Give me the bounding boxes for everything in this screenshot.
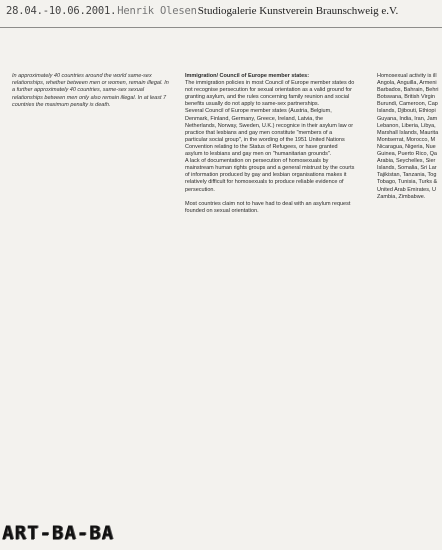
exhibition-dates: 28.04.-10.06.2001. xyxy=(6,5,117,17)
paragraph-1: The immigration policies in most Council of Europe member states do not recognise persecution for sexual orientation as a valid ground for granting asylum, and the rules concerning family reunion and social benefits usually do not apply to same-sex partnerships. xyxy=(185,80,355,108)
page-header xyxy=(6,5,442,27)
right-line: Montserrat, Morocco, M xyxy=(377,136,436,143)
right-line: Marshall Islands, Maurita xyxy=(377,129,439,136)
right-line: Arabia, Seychelles, Sier xyxy=(377,158,436,165)
paragraph-3: A lack of documentation on persecution of homosexuals by mainstream human rights groups and a general mistrust by the courts of information produced by gay and lesbian organisations makes it relatively difficult for homosexuals to produce reliable evidence of persecution. xyxy=(185,158,355,193)
right-line: Barbados, Bahrain, Behri xyxy=(377,87,439,94)
paragraph-4: Most countries claim not to have had to deal with an asylum request founded on sexual orientation. xyxy=(185,200,351,214)
header-divider xyxy=(0,27,442,28)
left-column xyxy=(12,73,172,109)
right-line: Tobago, Tunisia, Turks & xyxy=(377,179,438,186)
right-line: Homosexual activity is ill xyxy=(377,73,437,79)
right-line: Angola, Anguilla, Armeni xyxy=(377,80,437,87)
right-line: Nicaragua, Nigeria, Nue xyxy=(377,143,436,150)
right-line: Islands, Somalia, Sri Lar xyxy=(377,165,437,172)
section-title: Immigration/ Council of Europe member states: xyxy=(185,73,310,79)
right-line: United Arab Emirates, U xyxy=(377,186,436,193)
right-line: Guyana, India, Iran, Jam xyxy=(377,115,438,122)
middle-column xyxy=(185,73,355,215)
artist-name: Henrik Olesen xyxy=(117,5,197,17)
paragraph-2: Several Council of Europe member states (Austria, Belgium, Denmark, Finland, Germany, Greece, Ireland, Latvia, the Netherlands, Norway, Sweden, U.K.) recognice in their asylum law or practice that lesbians and gay men constitute "members of a particular social group", in the wording of the 1951 United Nations Convention relating to the Status of Refugees, or have granted asylum to lesbians and gay men on "humanitarian grounds". xyxy=(185,108,354,158)
venue-name: Studiogalerie Kunstverein Braunschweig e.V. xyxy=(197,5,399,17)
right-line: Guinea, Puerto Rico, Qa xyxy=(377,151,437,158)
right-column xyxy=(377,73,442,201)
right-line: Tajikistan, Tanzania, Tog xyxy=(377,172,437,179)
right-line: Burundi, Cameroon, Cap xyxy=(377,101,438,108)
right-line: Lebanon, Liberia, Libya, xyxy=(377,122,436,129)
left-column-text: In approximately 40 countries around the world same-sex relationships, whether between men or women, remain illegal. In a further approximately 40 countries, same-sex sexual relationships between men only also remain illegal. In at least 7 countries the maximum penalty is death. xyxy=(12,73,169,108)
right-line: Islands, Djibouti, Ethiopi xyxy=(377,108,436,115)
right-line: Zambia, Zimbabwe. xyxy=(377,193,426,200)
watermark-stamp: ART-BA-BA xyxy=(2,522,114,544)
right-line: Botswana, British Virgin xyxy=(377,94,435,101)
